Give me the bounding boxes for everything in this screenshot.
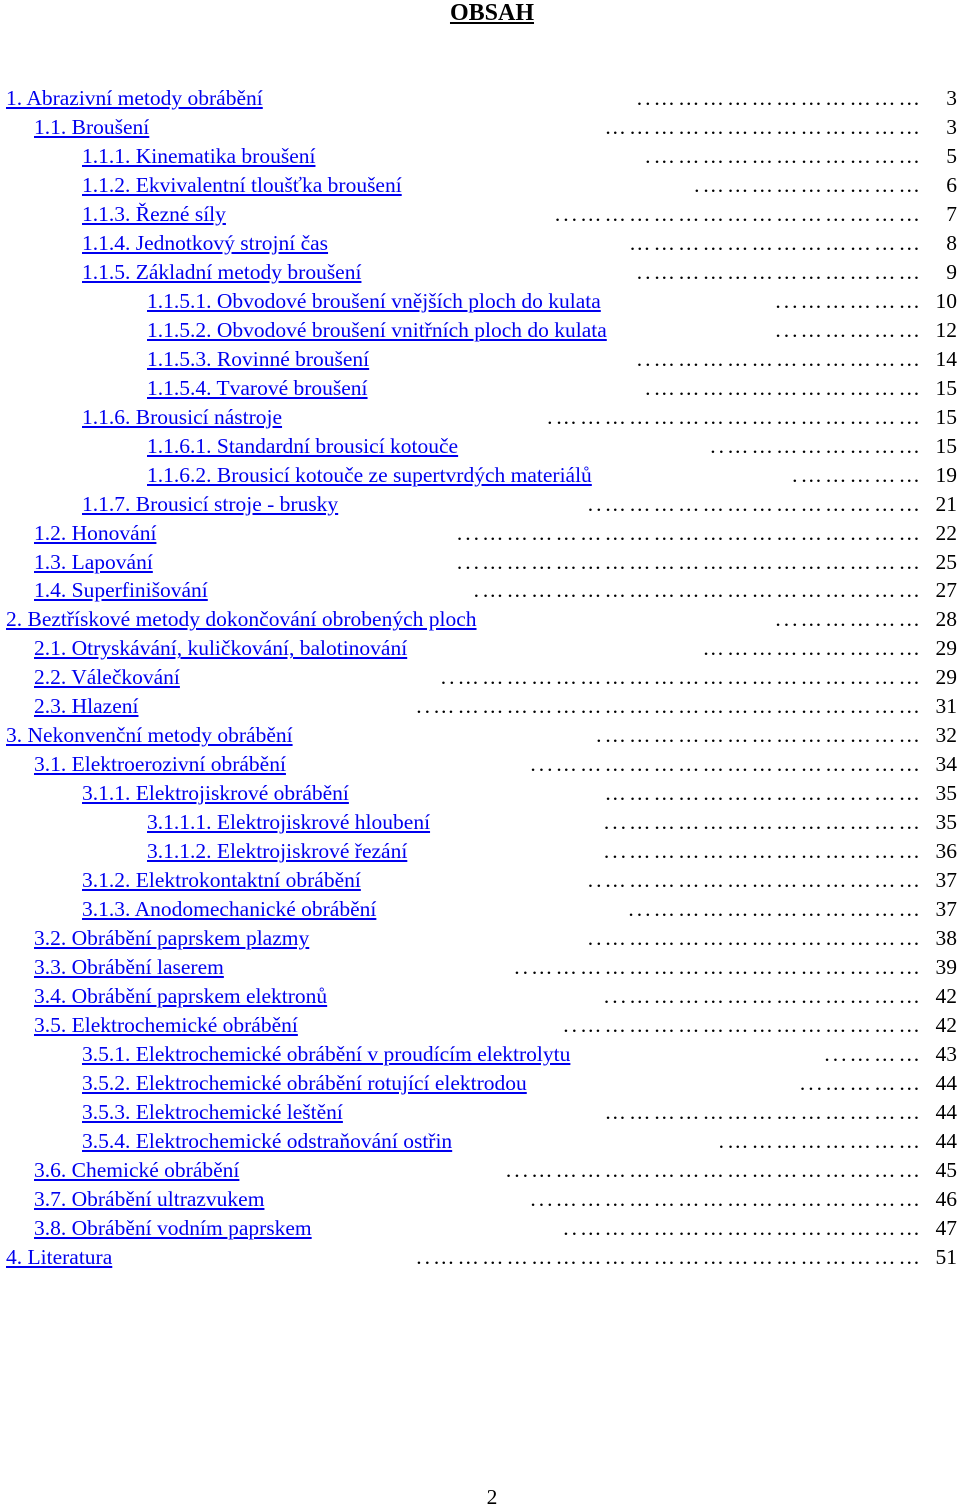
- toc-leader-dots: ………...: [824, 1041, 923, 1066]
- toc-link[interactable]: 1.1.5.3. Rovinné broušení: [147, 346, 370, 371]
- toc-entry: [0, 1243, 960, 1272]
- toc-entry: [0, 634, 960, 663]
- toc-entry: [0, 1185, 960, 1214]
- toc-leader-dots: …………...: [799, 1070, 923, 1095]
- toc-page-number: 9: [946, 259, 957, 284]
- table-of-contents: [0, 84, 960, 1272]
- toc-entry: [0, 345, 960, 374]
- toc-link[interactable]: 2. Beztřískové metody dokončování obrobených ploch: [6, 607, 477, 632]
- toc-entry: [0, 1011, 960, 1040]
- toc-page-number: 3: [946, 86, 957, 110]
- toc-link[interactable]: 3.5.3. Elektrochemické leštění: [82, 1099, 343, 1124]
- toc-entry: [0, 1127, 960, 1156]
- toc-link[interactable]: 2.1. Otryskávání, kuličkování, balotinování: [34, 636, 408, 661]
- toc-leader-dots: ……………………………..: [636, 259, 923, 284]
- toc-leader-dots: ………………………………………………...: [456, 520, 923, 545]
- toc-link[interactable]: 1.1.3. Řezné síly: [82, 201, 226, 226]
- toc-entry: [0, 1156, 960, 1185]
- toc-link[interactable]: 2.2. Válečkování: [34, 665, 180, 690]
- toc-entry: [0, 258, 960, 287]
- toc-link[interactable]: 3.1.1. Elektrojiskrové obrábění: [82, 781, 349, 806]
- toc-leader-dots: ……………………………………..: [563, 1215, 923, 1240]
- toc-page-number: 31: [935, 694, 957, 719]
- toc-leader-dots: ……………………………………………………..: [416, 694, 923, 719]
- toc-page-number: 44: [935, 1099, 957, 1124]
- toc-page-number: 12: [935, 317, 957, 342]
- toc-leader-dots: ……………………………………….: [547, 404, 923, 429]
- toc-link[interactable]: 3.5.1. Elektrochemické obrábění v proudícím elektrolytu: [82, 1041, 571, 1066]
- toc-leader-dots: ……………………………………...: [554, 201, 923, 226]
- toc-page-number: 28: [935, 607, 957, 632]
- toc-link[interactable]: 3.1. Elektroerozivní obrábění: [34, 752, 286, 777]
- toc-link[interactable]: 1.2. Honování: [34, 520, 157, 545]
- toc-entry: [0, 982, 960, 1011]
- toc-link[interactable]: 1.1.5.2. Obvodové broušení vnitřních ploch do kulata: [147, 317, 607, 342]
- toc-leader-dots: ………………………………………...: [530, 752, 923, 777]
- toc-entry: [0, 866, 960, 895]
- toc-page-number: 10: [935, 288, 957, 313]
- toc-leader-dots: …………………………………: [604, 781, 923, 806]
- toc-page-number: 3: [946, 114, 957, 139]
- toc-entry: [0, 924, 960, 953]
- toc-link[interactable]: 3.5.2. Elektrochemické obrábění rotující elektrodou: [82, 1070, 527, 1095]
- toc-page-number: 32: [935, 723, 957, 748]
- toc-page-number: 15: [935, 375, 957, 400]
- toc-entry: [0, 1098, 960, 1127]
- toc-leader-dots: ……………………………...: [628, 897, 923, 922]
- toc-entry: [0, 519, 960, 548]
- toc-page-number: 39: [935, 955, 957, 980]
- toc-entry: [0, 403, 960, 432]
- toc-link[interactable]: 1.1.6.1. Standardní brousicí kotouče: [147, 433, 459, 458]
- toc-leader-dots: …………………………….: [645, 375, 923, 400]
- toc-entry: [0, 432, 960, 461]
- toc-leader-dots: ……………………………..: [636, 86, 923, 110]
- toc-page-number: 42: [935, 1013, 957, 1037]
- toc-leader-dots: ……………………….: [694, 172, 923, 197]
- toc-leader-dots: ………………………………….: [596, 723, 923, 748]
- toc-entry: [0, 837, 960, 866]
- toc-link[interactable]: 1.1. Broušení: [34, 114, 150, 139]
- toc-entry: [0, 663, 960, 692]
- toc-page-number: 29: [935, 636, 957, 661]
- page-title: OBSAH: [449, 0, 535, 26]
- toc-page-number: 27: [935, 578, 957, 603]
- toc-page-number: 22: [935, 520, 957, 545]
- toc-entry: [0, 229, 960, 258]
- toc-entry: [0, 113, 960, 142]
- toc-leader-dots: ………………………………...: [603, 839, 923, 864]
- toc-entry: [0, 171, 960, 200]
- toc-entry: [0, 1069, 960, 1098]
- toc-link[interactable]: 1.1.2. Ekvivalentní tloušťka broušení: [82, 172, 402, 197]
- toc-leader-dots: ……………...: [775, 288, 923, 313]
- toc-page-number: 14: [935, 346, 957, 371]
- toc-entry: [0, 1040, 960, 1069]
- toc-page-number: 5: [946, 143, 957, 168]
- toc-page-number: 44: [935, 1070, 957, 1095]
- toc-entry: [0, 576, 960, 605]
- toc-page-number: 36: [935, 839, 957, 864]
- toc-link[interactable]: 1.1.6.2. Brousicí kotouče ze supertvrdých materiálů: [147, 462, 592, 487]
- toc-leader-dots: …………………….: [718, 1128, 923, 1153]
- toc-page-number: 42: [935, 984, 957, 1009]
- toc-leader-dots: ……………………..: [710, 433, 923, 458]
- toc-page-number: 34: [935, 752, 957, 777]
- toc-page-number: 8: [946, 230, 957, 255]
- toc-link[interactable]: 1.3. Lapování: [34, 549, 153, 574]
- toc-leader-dots: ………………………………...: [603, 810, 923, 835]
- toc-link[interactable]: 2.3. Hlazení: [34, 694, 139, 719]
- toc-page-number: 21: [935, 491, 957, 516]
- toc-link[interactable]: 1.1.7. Brousicí stroje - brusky: [82, 491, 339, 516]
- toc-entry: [0, 490, 960, 519]
- toc-link[interactable]: 1.1.5.4. Tvarové broušení: [147, 375, 368, 400]
- toc-link[interactable]: 4. Literatura: [6, 1244, 113, 1269]
- toc-leader-dots: ………………………………………………...: [456, 549, 923, 574]
- toc-leader-dots: ……………...: [775, 607, 923, 632]
- toc-entry: [0, 1214, 960, 1243]
- toc-page-number: 38: [935, 926, 957, 951]
- toc-leader-dots: …………………………………: [604, 114, 923, 139]
- toc-link[interactable]: 3.5.4. Elektrochemické odstraňování ostřin: [82, 1128, 453, 1153]
- toc-leader-dots: ………………………………...: [603, 984, 923, 1009]
- toc-link[interactable]: 3.4. Obrábění paprskem elektronů: [34, 984, 328, 1009]
- toc-page-number: 44: [935, 1128, 957, 1153]
- toc-page-number: 7: [946, 201, 957, 226]
- toc-leader-dots: ……………………………..: [636, 346, 923, 371]
- toc-entry: [0, 461, 960, 490]
- toc-entry: [0, 605, 960, 634]
- toc-page-number: 37: [935, 897, 957, 922]
- toc-page-number: 43: [935, 1041, 957, 1066]
- toc-leader-dots: ……………………………………..: [563, 1013, 923, 1037]
- toc-leader-dots: …………………………………..: [587, 868, 923, 893]
- toc-entry: [0, 287, 960, 316]
- toc-leader-dots: …………………………………..: [587, 926, 923, 951]
- toc-link[interactable]: 3.1.1.2. Elektrojiskrové řezání: [147, 839, 408, 864]
- toc-link[interactable]: 1.1.1. Kinematika broušení: [82, 143, 316, 168]
- toc-link[interactable]: 3.1.1.1. Elektrojiskrové hloubení: [147, 810, 431, 835]
- toc-page-number: 29: [935, 665, 957, 690]
- toc-link[interactable]: 3.7. Obrábění ultrazvukem: [34, 1186, 265, 1211]
- toc-link[interactable]: 1.1.5.1. Obvodové broušení vnějších ploch do kulata: [147, 288, 601, 313]
- toc-link[interactable]: 3.3. Obrábění laserem: [34, 955, 224, 980]
- toc-link[interactable]: 1. Abrazivní metody obrábění: [6, 86, 263, 110]
- toc-leader-dots: ………………………………: [629, 230, 923, 255]
- toc-leader-dots: …………………………………..: [587, 491, 923, 516]
- page-number: 2: [486, 1485, 498, 1509]
- toc-page-number: 47: [935, 1215, 957, 1240]
- toc-leader-dots: ………………………………………...: [530, 1186, 923, 1211]
- toc-leader-dots: …………………………………: [604, 1099, 923, 1124]
- toc-leader-dots: ……………………………………………….: [473, 578, 923, 603]
- toc-page-number: 46: [935, 1186, 957, 1211]
- toc-entry: [0, 316, 960, 345]
- toc-page-number: 35: [935, 810, 957, 835]
- toc-leader-dots: …………………………………………..: [514, 955, 923, 980]
- toc-page-number: 6: [946, 172, 957, 197]
- toc-entry: [0, 692, 960, 721]
- toc-leader-dots: ………………………: [702, 636, 923, 661]
- toc-link[interactable]: 1.4. Superfinišování: [34, 578, 208, 603]
- toc-entry: [0, 808, 960, 837]
- toc-page-number: 15: [935, 433, 957, 458]
- toc-page-number: 37: [935, 868, 957, 893]
- toc-link[interactable]: 3.1.3. Anodomechanické obrábění: [82, 897, 377, 922]
- toc-page-number: 25: [935, 549, 957, 574]
- toc-leader-dots: ……………...: [775, 317, 923, 342]
- toc-entry: [0, 750, 960, 779]
- toc-entry: [0, 84, 960, 113]
- toc-entry: [0, 721, 960, 750]
- toc-page-number: 15: [935, 404, 957, 429]
- toc-entry: [0, 142, 960, 171]
- toc-entry: [0, 374, 960, 403]
- toc-page-number: 45: [935, 1157, 957, 1182]
- toc-page-number: 51: [935, 1244, 957, 1269]
- toc-entry: [0, 895, 960, 924]
- toc-page-number: 19: [935, 462, 957, 487]
- toc-entry: [0, 779, 960, 808]
- toc-entry: [0, 953, 960, 982]
- toc-link[interactable]: 1.1.6. Brousicí nástroje: [82, 404, 283, 429]
- toc-leader-dots: …………………………….: [645, 143, 923, 168]
- toc-link[interactable]: 3.2. Obrábění paprskem plazmy: [34, 926, 310, 951]
- toc-entry: [0, 200, 960, 229]
- toc-link[interactable]: 3.1.2. Elektrokontaktní obrábění: [82, 868, 361, 893]
- toc-leader-dots: …………….: [792, 462, 923, 487]
- toc-link[interactable]: 3.5. Elektrochemické obrábění: [34, 1013, 298, 1037]
- toc-link[interactable]: 1.1.4. Jednotkový strojní čas: [82, 230, 329, 255]
- toc-leader-dots: …………………………………………………..: [440, 665, 923, 690]
- toc-link[interactable]: 1.1.5. Základní metody broušení: [82, 259, 362, 284]
- toc-link[interactable]: 3.6. Chemické obrábění: [34, 1157, 240, 1182]
- toc-link[interactable]: 3.8. Obrábění vodním paprskem: [34, 1215, 312, 1240]
- toc-page-number: 35: [935, 781, 957, 806]
- toc-leader-dots: …………………………………………...: [505, 1157, 923, 1182]
- toc-leader-dots: ……………………………………………………..: [416, 1244, 923, 1269]
- toc-link[interactable]: 3. Nekonvenční metody obrábění: [6, 723, 293, 748]
- toc-entry: [0, 548, 960, 577]
